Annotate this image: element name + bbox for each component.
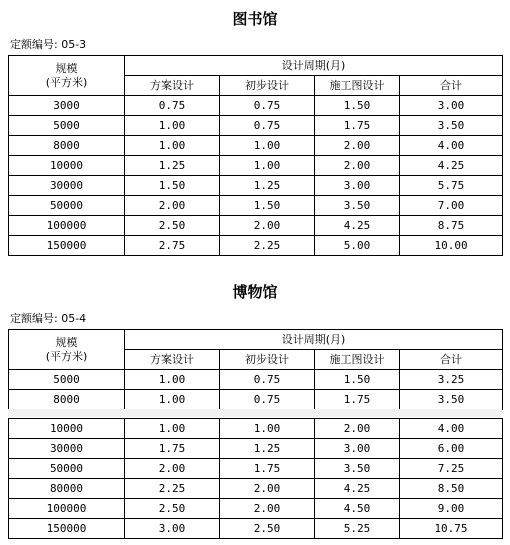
value-cell: 0.75 — [125, 96, 220, 116]
table-row — [9, 479, 503, 499]
library-code: 定额编号: 05-3 — [10, 38, 87, 51]
scale-cell: 3000 — [9, 96, 125, 116]
table-row — [9, 216, 503, 236]
value-cell: 1.75 — [220, 459, 315, 479]
scale-cell: 8000 — [9, 390, 125, 410]
value-cell: 2.00 — [125, 459, 220, 479]
value-cell: 7.25 — [400, 459, 503, 479]
value-cell: 1.25 — [220, 439, 315, 459]
value-cell: 2.00 — [220, 216, 315, 236]
library-title: 图书馆 — [232, 10, 278, 28]
value-cell: 8.50 — [400, 479, 503, 499]
value-cell: 4.25 — [400, 156, 503, 176]
table-row — [9, 459, 503, 479]
value-cell: 1.50 — [315, 370, 400, 390]
scale-cell: 30000 — [9, 439, 125, 459]
value-cell: 2.25 — [220, 236, 315, 256]
value-cell: 1.75 — [315, 390, 400, 410]
value-cell: 3.00 — [125, 519, 220, 539]
value-cell: 6.00 — [400, 439, 503, 459]
value-cell: 2.00 — [315, 136, 400, 156]
table-row — [9, 419, 503, 439]
scale-cell: 10000 — [9, 156, 125, 176]
scale-cell: 8000 — [9, 136, 125, 156]
scale-label: 规模 — [55, 61, 78, 75]
value-cell: 0.75 — [220, 96, 315, 116]
scale-cell: 10000 — [9, 419, 125, 439]
value-cell: 4.50 — [315, 499, 400, 519]
value-cell: 1.75 — [315, 116, 400, 136]
library-table — [8, 55, 503, 256]
scale-label: 规模 — [55, 335, 78, 349]
value-cell: 2.00 — [315, 419, 400, 439]
value-cell: 3.50 — [400, 116, 503, 136]
scale-cell: 100000 — [9, 499, 125, 519]
value-cell: 5.75 — [400, 176, 503, 196]
scale-cell: 150000 — [9, 519, 125, 539]
value-cell: 0.75 — [220, 370, 315, 390]
scale-header — [9, 56, 125, 96]
scale-unit-label: (平方米) — [45, 75, 88, 89]
value-cell: 2.50 — [220, 519, 315, 539]
value-cell: 3.00 — [315, 439, 400, 459]
value-cell: 10.00 — [400, 236, 503, 256]
museum-code: 定额编号: 05-4 — [10, 312, 87, 325]
period-group-header: 设计周期(月) — [125, 330, 503, 350]
value-cell: 1.50 — [315, 96, 400, 116]
table-row — [9, 196, 503, 216]
value-cell: 1.00 — [125, 370, 220, 390]
table-row — [9, 116, 503, 136]
value-cell: 10.75 — [400, 519, 503, 539]
scale-cell: 50000 — [9, 459, 125, 479]
table-row — [9, 439, 503, 459]
preliminary-design-header: 初步设计 — [220, 76, 315, 96]
scheme-design-header: 方案设计 — [125, 350, 220, 370]
value-cell: 3.00 — [315, 176, 400, 196]
value-cell: 2.50 — [125, 216, 220, 236]
total-header: 合计 — [400, 76, 503, 96]
table-row — [9, 370, 503, 390]
value-cell: 5.25 — [315, 519, 400, 539]
value-cell: 3.50 — [315, 196, 400, 216]
scale-cell: 5000 — [9, 116, 125, 136]
value-cell: 2.50 — [125, 499, 220, 519]
value-cell: 2.00 — [315, 156, 400, 176]
value-cell: 1.25 — [125, 156, 220, 176]
museum-table-top — [8, 329, 503, 410]
value-cell: 2.00 — [220, 479, 315, 499]
table-row — [9, 156, 503, 176]
value-cell: 0.75 — [220, 390, 315, 410]
museum-title: 博物馆 — [232, 283, 278, 301]
value-cell: 3.50 — [400, 390, 503, 410]
scale-cell: 80000 — [9, 479, 125, 499]
value-cell: 3.25 — [400, 370, 503, 390]
value-cell: 1.00 — [220, 419, 315, 439]
scale-cell: 100000 — [9, 216, 125, 236]
value-cell: 1.75 — [125, 439, 220, 459]
value-cell: 7.00 — [400, 196, 503, 216]
value-cell: 1.00 — [125, 419, 220, 439]
scale-cell: 150000 — [9, 236, 125, 256]
table-row — [9, 176, 503, 196]
table-row — [9, 390, 503, 410]
table-row — [9, 136, 503, 156]
value-cell: 5.00 — [315, 236, 400, 256]
table-row — [9, 499, 503, 519]
value-cell: 4.25 — [315, 216, 400, 236]
table-row — [9, 96, 503, 116]
value-cell: 2.00 — [125, 196, 220, 216]
scale-unit-label: (平方米) — [45, 349, 88, 363]
value-cell: 4.25 — [315, 479, 400, 499]
value-cell: 2.75 — [125, 236, 220, 256]
value-cell: 1.00 — [125, 390, 220, 410]
scale-header — [9, 330, 125, 370]
value-cell: 1.00 — [125, 136, 220, 156]
value-cell: 1.00 — [220, 136, 315, 156]
value-cell: 9.00 — [400, 499, 503, 519]
construction-drawing-header: 施工图设计 — [315, 76, 400, 96]
value-cell: 1.25 — [220, 176, 315, 196]
scale-cell: 5000 — [9, 370, 125, 390]
value-cell: 2.00 — [220, 499, 315, 519]
scale-cell: 30000 — [9, 176, 125, 196]
period-group-header: 设计周期(月) — [125, 56, 503, 76]
value-cell: 4.00 — [400, 419, 503, 439]
value-cell: 8.75 — [400, 216, 503, 236]
museum-table-bottom — [8, 418, 503, 539]
table-row — [9, 236, 503, 256]
construction-drawing-header: 施工图设计 — [315, 350, 400, 370]
value-cell: 4.00 — [400, 136, 503, 156]
table-row — [9, 519, 503, 539]
value-cell: 3.00 — [400, 96, 503, 116]
scale-cell: 50000 — [9, 196, 125, 216]
value-cell: 3.50 — [315, 459, 400, 479]
scheme-design-header: 方案设计 — [125, 76, 220, 96]
value-cell: 0.75 — [220, 116, 315, 136]
value-cell: 1.00 — [220, 156, 315, 176]
table-break-strip — [8, 409, 502, 417]
value-cell: 1.50 — [125, 176, 220, 196]
preliminary-design-header: 初步设计 — [220, 350, 315, 370]
value-cell: 1.50 — [220, 196, 315, 216]
value-cell: 1.00 — [125, 116, 220, 136]
value-cell: 2.25 — [125, 479, 220, 499]
total-header: 合计 — [400, 350, 503, 370]
